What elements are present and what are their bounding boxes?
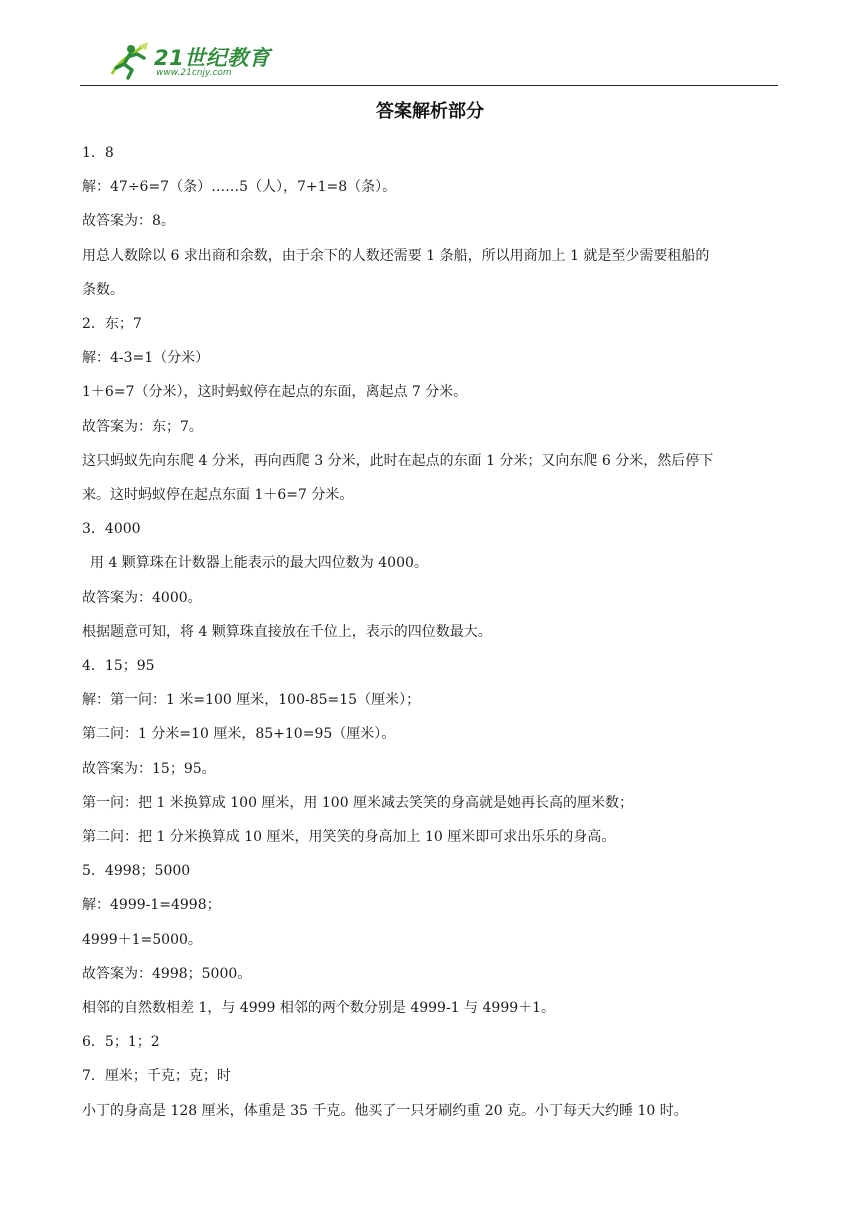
text-line: 7．厘米；千克；克；时 <box>82 1068 231 1085</box>
text-line: 解：4999-1=4998； <box>82 897 221 914</box>
header-divider <box>80 85 778 86</box>
text-line: 3．4000 <box>82 521 141 538</box>
text-line: 6．5；1；2 <box>82 1034 160 1051</box>
text-line: 解：47÷6=7（条）……5（人），7+1=8（条）。 <box>82 179 397 196</box>
text-line: 故答案为：15；95。 <box>82 760 216 777</box>
text-line: 这只蚂蚁先向东爬 4 分米，再向西爬 3 分米，此时在起点的东面 1 分米；又向东爬 6 分米，然后停下 <box>82 452 714 469</box>
text-line: 故答案为：8。 <box>82 213 175 230</box>
runner-logo-icon <box>104 40 152 82</box>
text-line: 用 4 颗算珠在计数器上能表示的最大四位数为 4000。 <box>90 555 428 572</box>
text-line: 解：4-3=1（分米） <box>82 350 210 367</box>
text-line: 小丁的身高是 128 厘米，体重是 35 千克。他买了一只牙刷约重 20 克。小丁每天大约睡 10 时。 <box>82 1102 688 1119</box>
page-title: 答案解析部分 <box>376 101 484 122</box>
text-line: 用总人数除以 6 求出商和余数，由于余下的人数还需要 1 条船，所以用商加上 1 就是至少需要租船的 <box>82 247 710 264</box>
answer-content <box>82 136 782 1128</box>
logo-text: 21世纪教育 <box>154 46 271 70</box>
page-header <box>80 36 778 88</box>
text-line: 第一问：把 1 米换算成 100 厘米，用 100 厘米减去笑笑的身高就是她再长高的厘米数； <box>82 794 634 811</box>
text-line: 4999＋1=5000。 <box>82 931 202 948</box>
text-line: 根据题意可知，将 4 颗算珠直接放在千位上，表示的四位数最大。 <box>82 623 492 640</box>
text-line: 4．15；95 <box>82 658 155 675</box>
text-line: 故答案为：4998；5000。 <box>82 965 252 982</box>
text-line: 1＋6=7（分米），这时蚂蚁停在起点的东面，离起点 7 分米。 <box>82 384 468 401</box>
text-line: 故答案为：东；7。 <box>82 418 203 435</box>
text-line: 解：第一问：1 米=100 厘米，100-85=15（厘米）； <box>82 692 421 709</box>
text-line: 第二问：把 1 分米换算成 10 厘米，用笑笑的身高加上 10 厘米即可求出乐乐的身高。 <box>82 829 616 846</box>
text-line: 5．4998；5000 <box>82 863 191 880</box>
text-line: 故答案为：4000。 <box>82 589 202 606</box>
logo <box>104 40 294 84</box>
text-line: 第二问：1 分米=10 厘米，85+10=95（厘米）。 <box>82 726 396 743</box>
text-line: 1．8 <box>82 145 114 161</box>
text-line: 条数。 <box>82 281 124 298</box>
text-line: 来。这时蚂蚁停在起点东面 1＋6=7 分米。 <box>82 487 354 504</box>
text-line: 相邻的自然数相差 1，与 4999 相邻的两个数分别是 4999-1 与 4999＋1。 <box>82 1000 556 1017</box>
logo-url: www.21cnjy.com <box>156 68 232 78</box>
text-line: 2．东；7 <box>82 316 142 333</box>
